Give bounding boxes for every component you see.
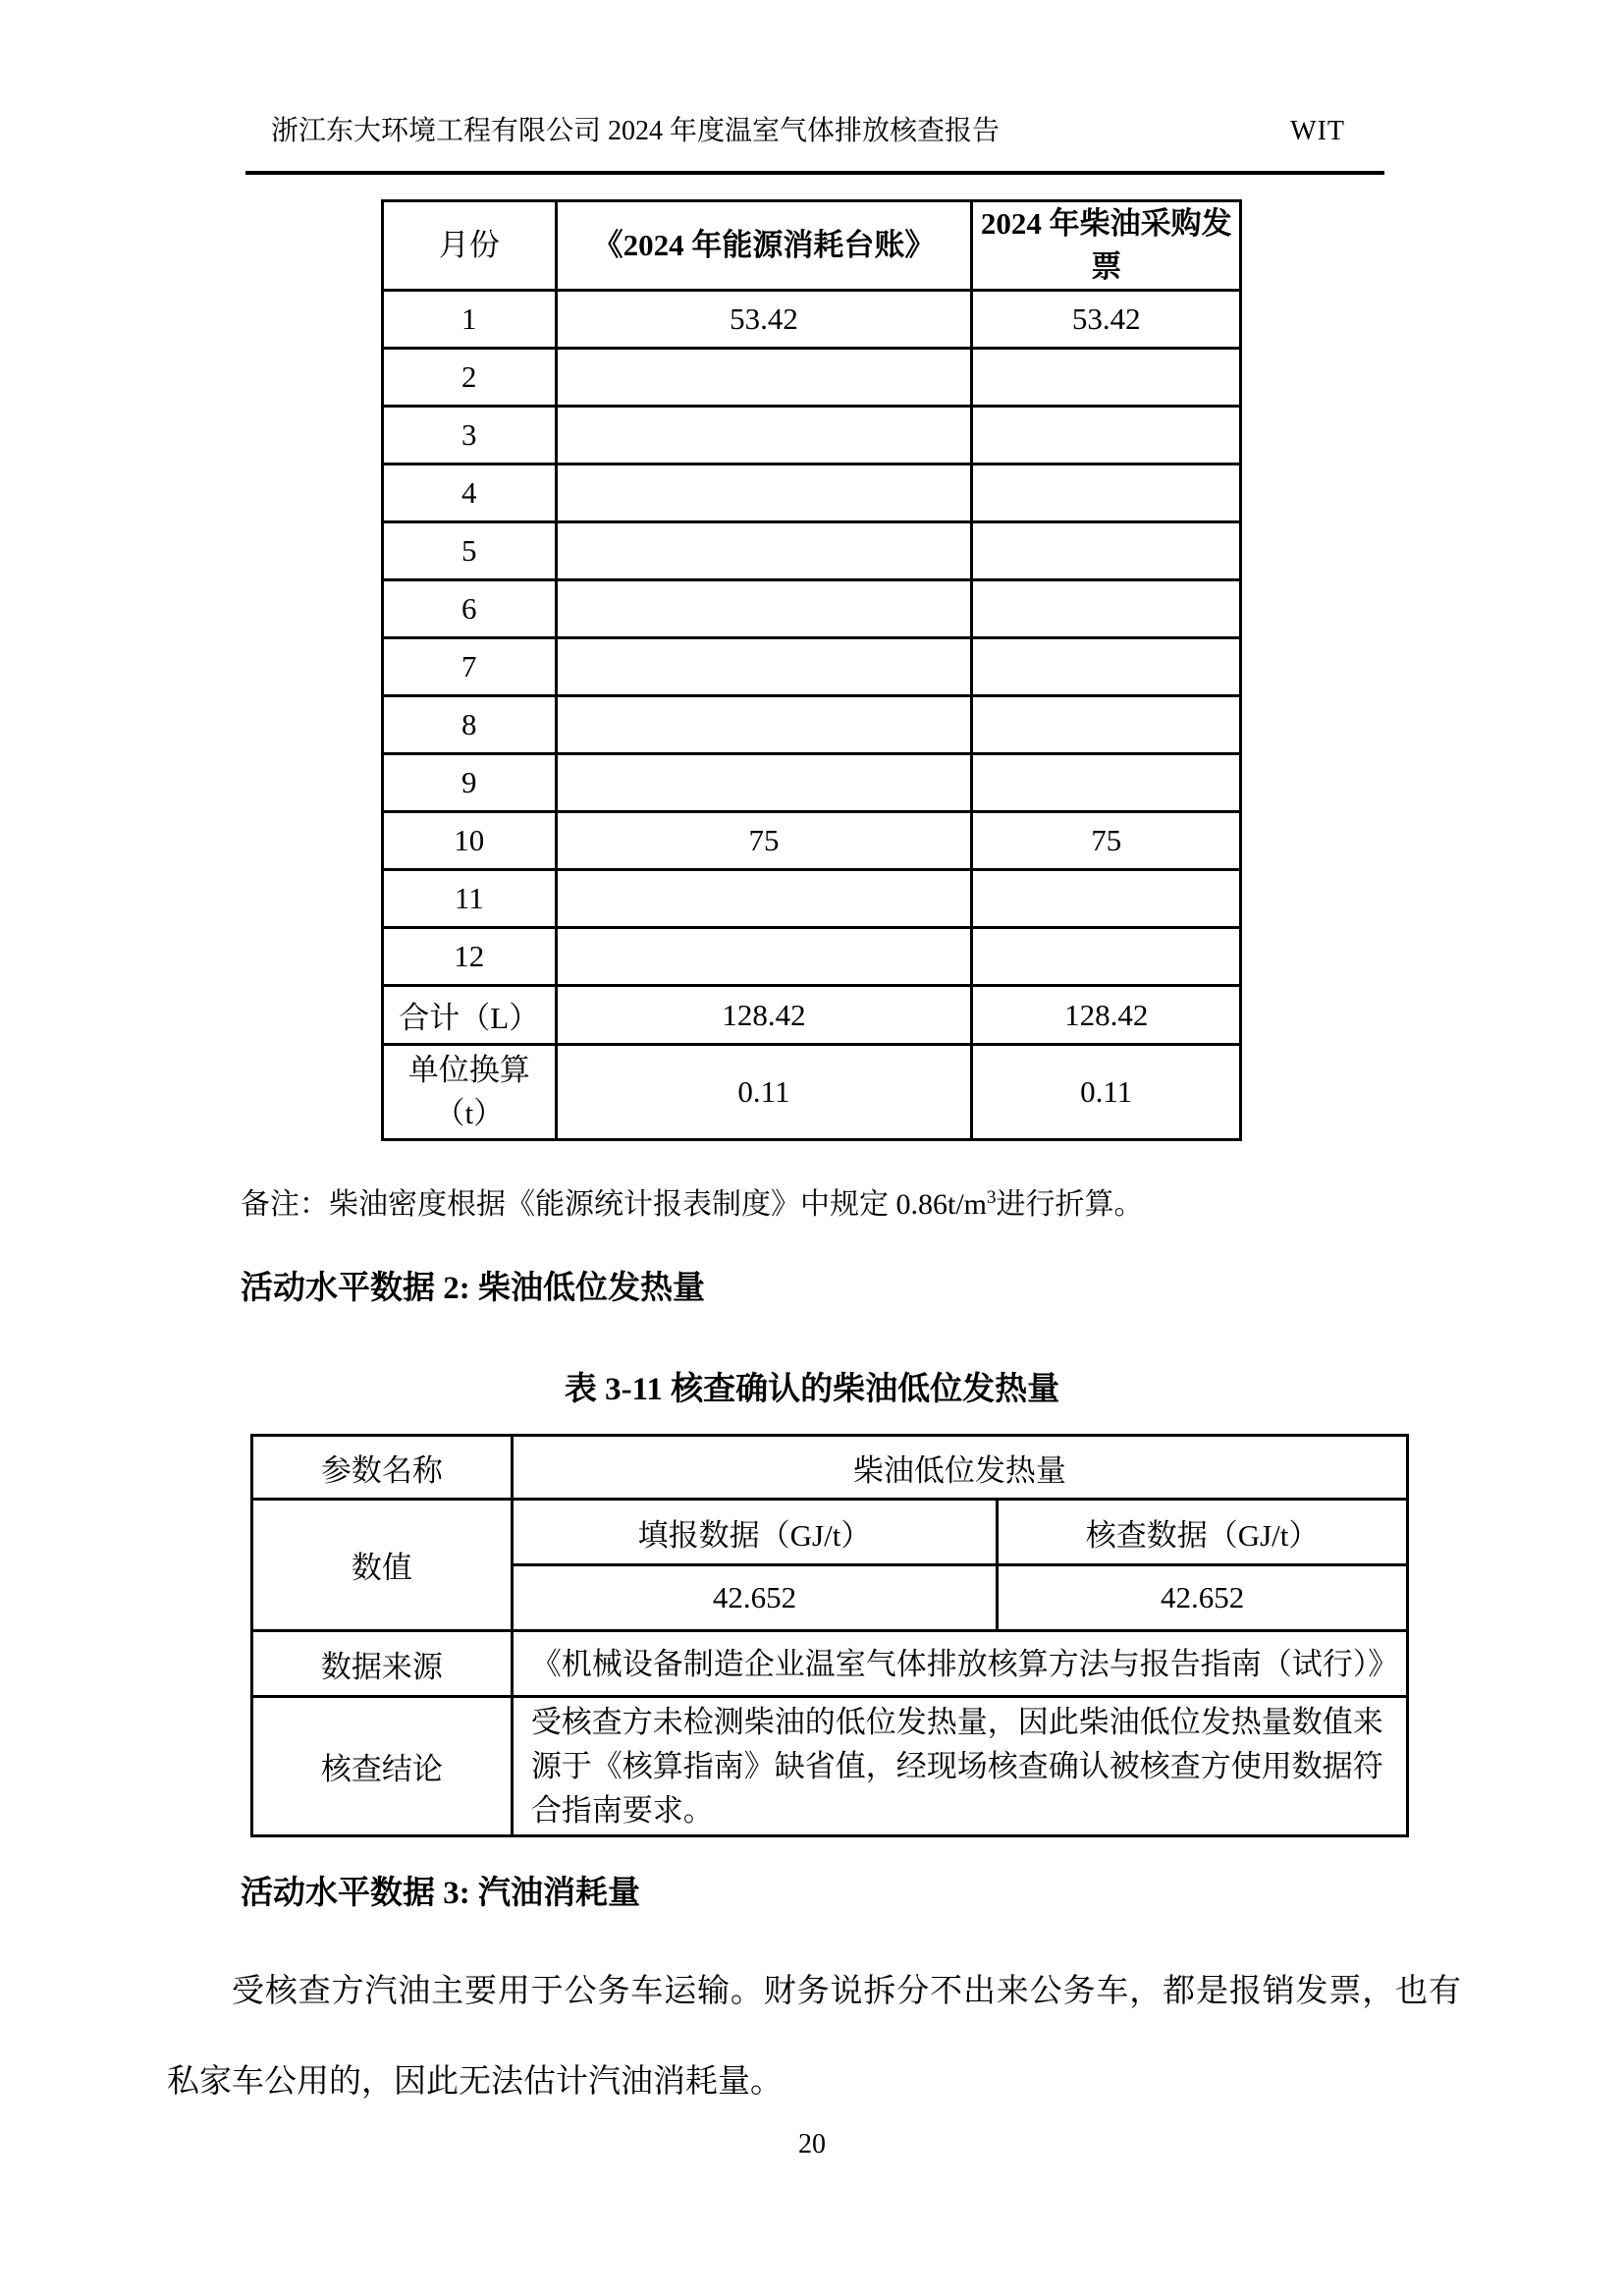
value-cell — [972, 928, 1241, 986]
parameter-name-label: 参数名称 — [252, 1436, 513, 1500]
table-row — [383, 407, 1241, 465]
table-3-11-caption: 表 3-11 核查确认的柴油低位发热量 — [564, 1372, 1060, 1407]
unit-conversion-ledger-value: 0.11 — [556, 1045, 972, 1140]
value-cell — [556, 465, 972, 522]
value-cell — [556, 638, 972, 696]
data-source-value: 《机械设备制造企业温室气体排放核算方法与报告指南（试行）》 — [512, 1631, 1407, 1697]
reported-data-value: 42.652 — [512, 1565, 997, 1631]
table-row — [383, 580, 1241, 638]
note-text-suffix: 进行折算。 — [996, 1188, 1144, 1221]
month-cell: 1 — [383, 291, 557, 349]
section-heading-activity-data-3: 活动水平数据 3: 汽油消耗量 — [241, 1876, 640, 1911]
month-cell: 3 — [383, 407, 557, 465]
table-row — [383, 465, 1241, 522]
diesel-ncv-table — [250, 1434, 1409, 1837]
unit-conversion-row — [383, 1045, 1241, 1140]
data-source-label: 数据来源 — [252, 1631, 513, 1697]
value-cell: 75 — [556, 812, 972, 870]
month-cell: 12 — [383, 928, 557, 986]
col-header-ledger: 《2024 年能源消耗台账》 — [556, 201, 972, 291]
verification-conclusion-value: 受核查方未检测柴油的低位发热量，因此柴油低位发热量数值来源于《核算指南》缺省值，经现场核查确认被核查方使用数据符合指南要求。 — [512, 1697, 1407, 1836]
value-cell — [556, 696, 972, 754]
verified-data-header: 核查数据（GJ/t） — [998, 1500, 1408, 1565]
value-cell — [972, 580, 1241, 638]
total-ledger-value: 128.42 — [556, 986, 972, 1045]
table-row — [383, 812, 1241, 870]
table-note — [241, 1184, 1144, 1226]
value-subheader-row — [252, 1500, 1408, 1565]
value-cell — [972, 407, 1241, 465]
table-row — [383, 291, 1241, 349]
value-cell — [972, 696, 1241, 754]
value-cell — [972, 870, 1241, 928]
note-text-prefix: 备注：柴油密度根据《能源统计报表制度》中规定 0.86t/m — [241, 1188, 988, 1221]
value-cell: 75 — [972, 812, 1241, 870]
month-cell: 9 — [383, 754, 557, 812]
reported-data-header: 填报数据（GJ/t） — [512, 1500, 997, 1565]
header-divider — [245, 171, 1384, 175]
unit-conversion-invoice-value: 0.11 — [972, 1045, 1241, 1140]
month-cell: 8 — [383, 696, 557, 754]
table-row — [383, 638, 1241, 696]
parameter-name-value: 柴油低位发热量 — [512, 1436, 1407, 1500]
table-row — [383, 522, 1241, 580]
month-cell: 2 — [383, 349, 557, 407]
verifier-logo-text: WIT — [1290, 116, 1345, 146]
parameter-name-row — [252, 1436, 1408, 1500]
value-cell — [972, 522, 1241, 580]
page-number: 20 — [798, 2129, 826, 2159]
table-row — [383, 696, 1241, 754]
month-cell: 6 — [383, 580, 557, 638]
total-row — [383, 986, 1241, 1045]
value-cell — [972, 638, 1241, 696]
verification-conclusion-label: 核查结论 — [252, 1697, 513, 1836]
gasoline-paragraph: 受核查方汽油主要用于公务车运输。财务说拆分不出来公务车，都是报销发票，也有私家车公用的，因此无法估计汽油消耗量。 — [167, 1974, 1461, 2100]
value-cell — [972, 465, 1241, 522]
value-cell — [556, 407, 972, 465]
diesel-monthly-rows — [383, 291, 1241, 986]
month-cell: 7 — [383, 638, 557, 696]
table-header-row — [383, 201, 1241, 291]
month-cell: 5 — [383, 522, 557, 580]
table-row — [383, 349, 1241, 407]
month-cell: 4 — [383, 465, 557, 522]
note-superscript: 3 — [987, 1187, 997, 1208]
diesel-monthly-table — [381, 199, 1242, 1141]
value-cell — [972, 754, 1241, 812]
value-cell: 53.42 — [972, 291, 1241, 349]
value-cell — [556, 522, 972, 580]
value-cell: 53.42 — [556, 291, 972, 349]
table-row — [383, 870, 1241, 928]
month-cell: 11 — [383, 870, 557, 928]
total-invoice-value: 128.42 — [972, 986, 1241, 1045]
col-header-month: 月份 — [383, 201, 557, 291]
value-cell — [556, 349, 972, 407]
unit-conversion-label: 单位换算（t） — [383, 1045, 557, 1140]
value-label: 数值 — [252, 1500, 513, 1631]
col-header-invoice: 2024 年柴油采购发票 — [972, 201, 1241, 291]
diesel-summary-rows — [383, 986, 1241, 1140]
data-source-row — [252, 1631, 1408, 1697]
verification-conclusion-row — [252, 1697, 1408, 1836]
value-cell — [972, 349, 1241, 407]
value-cell — [556, 754, 972, 812]
value-cell — [556, 580, 972, 638]
total-label: 合计（L） — [383, 986, 557, 1045]
section-heading-activity-data-2: 活动水平数据 2: 柴油低位发热量 — [241, 1271, 705, 1306]
document-title: 浙江东大环境工程有限公司 2024 年度温室气体排放核查报告 — [271, 116, 1001, 146]
month-cell: 10 — [383, 812, 557, 870]
verified-data-value: 42.652 — [998, 1565, 1408, 1631]
value-cell — [556, 928, 972, 986]
page-header — [245, 112, 1384, 151]
table-row — [383, 928, 1241, 986]
diesel-table-header — [383, 201, 1241, 291]
value-cell — [556, 870, 972, 928]
table-row — [383, 754, 1241, 812]
